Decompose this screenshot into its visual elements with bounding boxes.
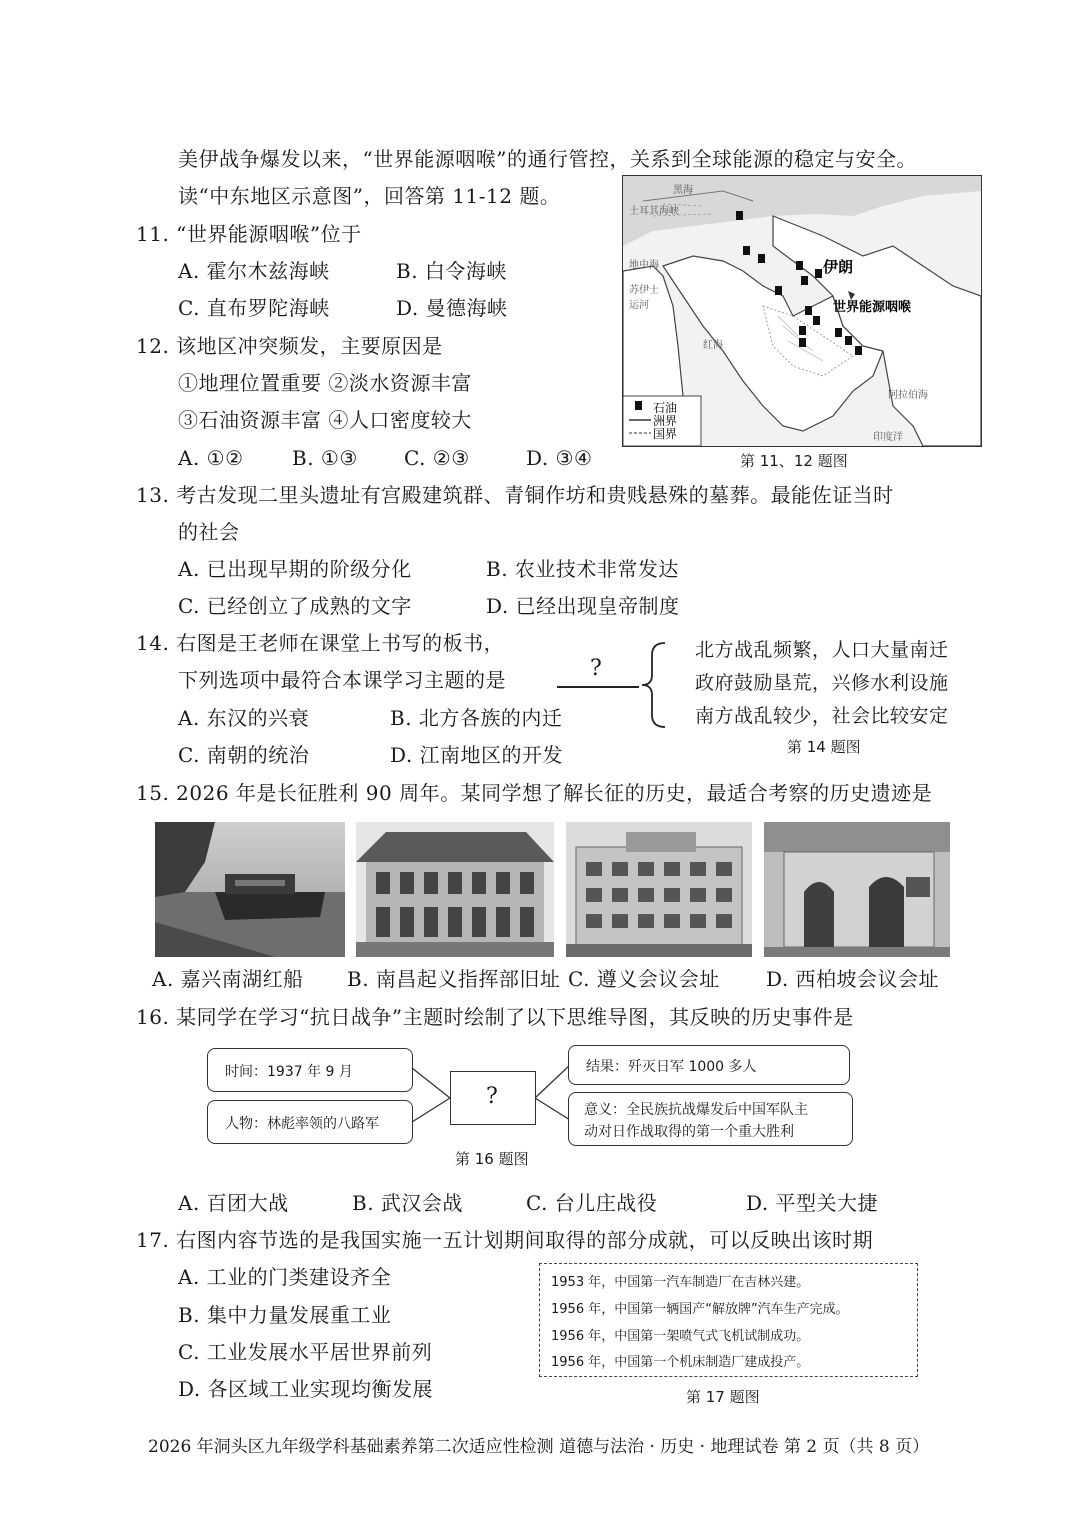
q13-option-b: B. 农业技术非常发达 [486, 557, 679, 581]
q12-stem: 12. 该地区冲突频发，主要原因是 [136, 334, 443, 358]
photo-zunyi-site [566, 822, 752, 957]
mindmap-meaning-2: 动对日作战取得的第一个重大胜利 [584, 1124, 794, 1140]
page-footer: 2026 年洞头区九年级学科基础素养第二次适应性检测 道德与法治 · 历史 · 地理试卷 第 2 页（共 8 页） [148, 1437, 930, 1457]
q11-option-d: D. 曼德海峡 [396, 296, 508, 320]
intro-line-1: 美伊战争爆发以来，“世界能源咽喉”的通行管控，关系到全球能源的稳定与安全。 [178, 147, 917, 171]
board-line-3: 南方战乱较少，社会比较安定 [695, 705, 949, 727]
map-label-mediterranean: 地中海 [629, 260, 659, 271]
achievement-3: 1956 年，中国第一架喷气式飞机试制成功。 [551, 1329, 810, 1344]
achievement-1: 1953 年，中国第一汽车制造厂在吉林兴建。 [551, 1275, 810, 1290]
map-label-arabian-sea: 阿拉伯海 [888, 390, 928, 401]
q13-stem-1: 13. 考古发现二里头遗址有宫殿建筑群、青铜作坊和贵贱悬殊的墓葬。最能佐证当时 [136, 483, 894, 507]
mindmap-result: 结果：歼灭日军 1000 多人 [586, 1059, 757, 1075]
q13-option-d: D. 已经出现皇帝制度 [486, 594, 680, 618]
map-label-suez: 苏伊士运河 [629, 285, 659, 311]
q14-caption: 第 14 题图 [787, 738, 861, 756]
q14-option-c: C. 南朝的统治 [178, 743, 310, 767]
q17-stem: 17. 右图内容节选的是我国实施一五计划期间取得的部分成就，可以反映出该时期 [136, 1228, 874, 1252]
q17-option-b: B. 集中力量发展重工业 [178, 1303, 392, 1327]
q15-option-b: B. 南昌起义指挥部旧址 [347, 967, 561, 991]
q15-option-d: D. 西柏坡会议会址 [766, 967, 940, 991]
legend-country-border: 国界 [653, 427, 678, 441]
q11-option-b: B. 白令海峡 [396, 259, 507, 283]
photo-xibaipo-site [764, 822, 950, 957]
map-label-red-sea: 红海 [703, 340, 723, 351]
legend-oil: 石油 [653, 401, 678, 415]
q13-option-c: C. 已经创立了成熟的文字 [178, 594, 412, 618]
q16-stem: 16. 某同学在学习“抗日战争”主题时绘制了以下思维导图，其反映的历史事件是 [136, 1005, 854, 1029]
achievement-4: 1956 年，中国第一个机床制造厂建成投产。 [551, 1355, 810, 1370]
q14-stem-1: 14. 右图是王老师在课堂上书写的板书， [136, 631, 505, 655]
legend-continent-border: 洲界 [653, 414, 678, 428]
q14-option-a: A. 东汉的兴衰 [178, 706, 310, 730]
map-label-black-sea: 黑海 [673, 185, 693, 196]
q14-stem-2: 下列选项中最符合本课学习主题的是 [178, 668, 506, 692]
q11-option-c: C. 直布罗陀海峡 [178, 296, 330, 320]
map-label-iran: 伊朗 [823, 258, 854, 276]
mindmap-center: ? [486, 1084, 499, 1109]
map-caption: 第 11、12 题图 [740, 452, 848, 470]
q16-option-a: A. 百团大战 [178, 1191, 289, 1215]
photo-red-boat [155, 822, 345, 957]
board-line-1: 北方战乱频繁，人口大量南迁 [695, 639, 949, 661]
q17-option-d: D. 各区域工业实现均衡发展 [178, 1377, 434, 1401]
q12-option-d: D. ③④ [526, 446, 593, 470]
q16-option-c: C. 台儿庄战役 [526, 1191, 658, 1215]
board-question-mark: ? [590, 656, 603, 681]
q12-choices-2: ③石油资源丰富 ④人口密度较大 [178, 408, 472, 432]
q12-choices-1: ①地理位置重要 ②淡水资源丰富 [178, 371, 472, 395]
q16-option-d: D. 平型关大捷 [746, 1191, 879, 1215]
q13-option-a: A. 已出现早期的阶级分化 [178, 557, 412, 581]
q11-option-a: A. 霍尔木兹海峡 [178, 259, 330, 283]
q16-caption: 第 16 题图 [455, 1150, 529, 1168]
q17-option-a: A. 工业的门类建设齐全 [178, 1265, 392, 1289]
map-label-indian-ocean: 印度洋 [873, 432, 903, 443]
q17-option-c: C. 工业发展水平居世界前列 [178, 1340, 433, 1364]
board-blank-line [557, 686, 639, 688]
q17-caption: 第 17 题图 [686, 1388, 760, 1406]
q14-option-b: B. 北方各族的内迁 [390, 706, 563, 730]
q12-option-a: A. ①② [178, 446, 244, 470]
q15-option-c: C. 遵义会议会址 [568, 967, 720, 991]
intro-line-2: 读“中东地区示意图”，回答第 11-12 题。 [178, 184, 561, 208]
q12-option-c: C. ②③ [404, 446, 470, 470]
board-brace [640, 640, 670, 730]
q15-option-a: A. 嘉兴南湖红船 [152, 967, 304, 991]
photo-nanchang-hq [356, 822, 554, 957]
q11-stem: 11. “世界能源咽喉”位于 [136, 222, 362, 246]
map-label-chokepoint: 世界能源咽喉 [833, 300, 912, 315]
q15-stem: 15. 2026 年是长征胜利 90 周年。某同学想了解长征的历史，最适合考察的历史遗迹是 [136, 781, 933, 805]
q14-option-d: D. 江南地区的开发 [390, 743, 564, 767]
middle-east-map [622, 175, 982, 447]
board-line-2: 政府鼓励垦荒，兴修水利设施 [695, 672, 949, 694]
mindmap-person: 人物：林彪率领的八路军 [225, 1116, 379, 1132]
q13-stem-2: 的社会 [178, 520, 240, 544]
q12-option-b: B. ①③ [292, 446, 358, 470]
achievement-2: 1956 年，中国第一辆国产“解放牌”汽车生产完成。 [551, 1302, 849, 1317]
q16-option-b: B. 武汉会战 [352, 1191, 463, 1215]
map-label-turkey-strait: 土耳其海峡 [629, 206, 679, 217]
mindmap-time: 时间：1937 年 9 月 [225, 1064, 353, 1080]
mindmap-meaning-1: 意义：全民族抗战爆发后中国军队主 [584, 1102, 808, 1118]
